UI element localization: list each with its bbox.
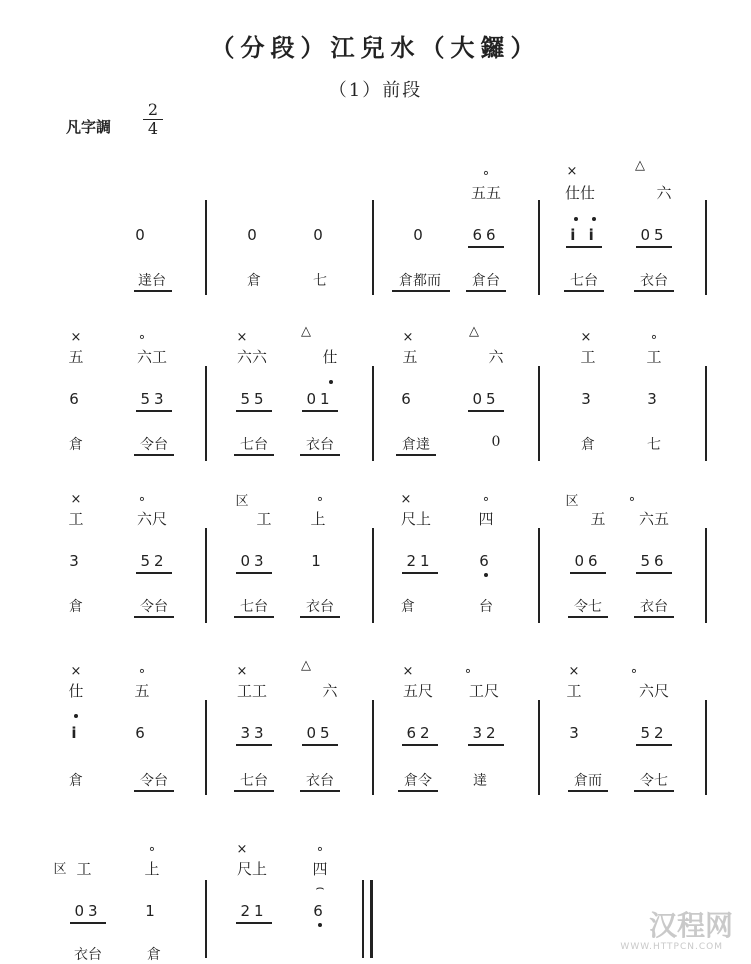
numbered-note: 06: [574, 552, 602, 570]
cross-mark: ×: [70, 330, 82, 345]
time-signature-bottom: 4: [147, 119, 159, 138]
beam-line: [134, 290, 172, 292]
percussion-syllable: 七台: [240, 773, 268, 789]
gongche-note: 六: [656, 184, 672, 202]
beam-line: [468, 410, 504, 412]
numbered-note: 53: [140, 390, 168, 408]
percussion-syllable: 七: [647, 437, 661, 453]
gongche-note: 六尺: [136, 510, 168, 528]
beam-line: [136, 572, 172, 574]
circle-mark: ∘: [463, 664, 473, 679]
gongche-note: 工: [76, 860, 92, 878]
gongche-note: 仕仕: [564, 184, 596, 202]
gongche-note: 六工: [136, 348, 168, 366]
beam-line: [234, 616, 274, 618]
gongche-note: 六: [322, 682, 338, 700]
gongche-note: 工工: [236, 682, 268, 700]
gongche-note: 上: [144, 860, 160, 878]
cross-mark: ×: [402, 330, 414, 345]
cross-mark: ×: [236, 664, 248, 679]
percussion-syllable: 七台: [240, 437, 268, 453]
numbered-note: 3: [581, 390, 595, 408]
barline: [205, 366, 207, 461]
beam-line: [468, 744, 504, 746]
barline: [372, 528, 374, 623]
circle-mark: ∘: [137, 664, 147, 679]
percussion-syllable: 倉: [147, 947, 161, 963]
barline: [372, 366, 374, 461]
gongche-note: 四: [312, 860, 328, 878]
percussion-syllable: 倉令: [404, 773, 432, 789]
triangle-mark: △: [301, 658, 311, 673]
beam-line: [568, 790, 608, 792]
octave-dot: [74, 714, 78, 718]
circle-mark: ∘: [629, 664, 639, 679]
percussion-syllable: 0: [491, 434, 501, 450]
beam-line: [468, 246, 504, 248]
numbered-note: 3: [569, 724, 583, 742]
barline: [538, 528, 540, 623]
beam-line: [300, 616, 340, 618]
beam-line: [70, 922, 106, 924]
numbered-note: 6: [69, 390, 83, 408]
percussion-syllable: 令七: [640, 773, 668, 789]
cross-mark: ×: [580, 330, 592, 345]
percussion-syllable: 達: [473, 773, 487, 789]
beam-line: [634, 790, 674, 792]
circle-mark: ∘: [315, 492, 325, 507]
beam-line: [566, 246, 602, 248]
cross-mark: ×: [70, 664, 82, 679]
percussion-syllable: 衣台: [306, 437, 334, 453]
circle-mark: ∘: [315, 842, 325, 857]
percussion-syllable: 倉: [69, 773, 83, 789]
barline: [538, 366, 540, 461]
numbered-note: 6: [313, 902, 327, 920]
watermark-logo: [649, 904, 733, 944]
numbered-note: 1: [145, 902, 159, 920]
numbered-note: i i: [570, 226, 598, 244]
gongche-note: 尺上: [400, 510, 432, 528]
barline: [205, 880, 207, 958]
gongche-note: 六五: [638, 510, 670, 528]
beam-line: [396, 454, 436, 456]
gongche-note: 仕: [322, 348, 338, 366]
gongche-note: 工: [566, 682, 582, 700]
triangle-mark: △: [469, 324, 479, 339]
numbered-note: 03: [74, 902, 102, 920]
time-signature: [143, 101, 163, 138]
numbered-note: 05: [306, 724, 334, 742]
beam-line: [636, 246, 672, 248]
gongche-note: 五尺: [402, 682, 434, 700]
percussion-syllable: 令台: [140, 437, 168, 453]
numbered-note: 0: [313, 226, 327, 244]
beam-line: [402, 572, 438, 574]
gongche-note: 仕: [68, 682, 84, 700]
numbered-note: 6: [479, 552, 493, 570]
circle-mark: ∘: [137, 330, 147, 345]
numbered-note: 05: [640, 226, 668, 244]
beam-line: [136, 410, 172, 412]
circle-mark: ∘: [627, 492, 637, 507]
numbered-note: 52: [640, 724, 668, 742]
gongche-note: 六六: [236, 348, 268, 366]
numbered-note: 6: [401, 390, 415, 408]
percussion-syllable: 七台: [240, 599, 268, 615]
watermark-url: WWW.HTTPCN.COM: [620, 942, 723, 952]
circle-mark: ∘: [649, 330, 659, 345]
square-mark: 区: [53, 862, 67, 877]
cross-mark: ×: [566, 164, 578, 179]
percussion-syllable: 倉: [69, 599, 83, 615]
numbered-note: 56: [640, 552, 668, 570]
beam-line: [300, 790, 340, 792]
circle-mark: ∘: [137, 492, 147, 507]
gongche-note: 五: [68, 348, 84, 366]
percussion-syllable: 令七: [574, 599, 602, 615]
percussion-syllable: 七台: [570, 273, 598, 289]
percussion-syllable: 衣台: [306, 773, 334, 789]
numbered-note: 01: [306, 390, 334, 408]
numbered-note: 21: [406, 552, 434, 570]
gongche-note: 六尺: [638, 682, 670, 700]
barline: [362, 880, 364, 958]
triangle-mark: △: [301, 324, 311, 339]
gongche-note: 工尺: [468, 682, 500, 700]
beam-line: [236, 410, 272, 412]
percussion-syllable: 令台: [140, 773, 168, 789]
beam-line: [564, 290, 604, 292]
numbered-note: 33: [240, 724, 268, 742]
square-mark: 区: [565, 494, 579, 509]
beam-line: [302, 410, 338, 412]
beam-line: [568, 616, 608, 618]
barline: [538, 200, 540, 295]
numbered-note: 6: [135, 724, 149, 742]
cross-mark: ×: [236, 842, 248, 857]
numbered-note: 52: [140, 552, 168, 570]
barline: [372, 200, 374, 295]
gongche-note: 工: [580, 348, 596, 366]
barline: [205, 700, 207, 795]
numbered-note: 3: [647, 390, 661, 408]
gongche-note: 五: [134, 682, 150, 700]
octave-dot-low: [318, 923, 322, 927]
barline: [538, 700, 540, 795]
percussion-syllable: 倉: [69, 437, 83, 453]
barline: [372, 700, 374, 795]
gongche-note: 五: [590, 510, 606, 528]
percussion-syllable: 倉台: [472, 273, 500, 289]
cross-mark: ×: [400, 492, 412, 507]
section-heading: （1）前段: [328, 80, 423, 101]
octave-dot: [574, 217, 578, 221]
beam-line: [398, 790, 438, 792]
percussion-syllable: 衣台: [640, 273, 668, 289]
percussion-syllable: 衣台: [306, 599, 334, 615]
numbered-note: 0: [247, 226, 261, 244]
beam-line: [302, 744, 338, 746]
key-signature: 凡字調: [66, 118, 112, 136]
beam-line: [570, 572, 606, 574]
barline: [205, 200, 207, 295]
beam-line: [236, 572, 272, 574]
beam-line: [636, 572, 672, 574]
gongche-note: 工: [646, 348, 662, 366]
gongche-note: 工: [68, 510, 84, 528]
percussion-syllable: 倉: [247, 273, 261, 289]
percussion-syllable: 倉: [581, 437, 595, 453]
octave-dot: [592, 217, 596, 221]
gongche-note: 上: [310, 510, 326, 528]
cross-mark: ×: [402, 664, 414, 679]
beam-line: [466, 290, 506, 292]
gongche-note: 尺上: [236, 860, 268, 878]
circle-mark: ∘: [481, 492, 491, 507]
percussion-syllable: 達台: [138, 273, 166, 289]
numbered-note: 21: [240, 902, 268, 920]
circle-mark: ∘: [147, 842, 157, 857]
numbered-note: 32: [472, 724, 500, 742]
percussion-syllable: 衣台: [640, 599, 668, 615]
percussion-syllable: 令台: [140, 599, 168, 615]
numbered-note: 55: [240, 390, 268, 408]
beam-line: [234, 454, 274, 456]
beam-line: [392, 290, 450, 292]
cross-mark: ×: [70, 492, 82, 507]
beam-line: [634, 290, 674, 292]
score-title: （分段）江兒水（大鑼）: [210, 33, 541, 62]
final-barline: [370, 880, 373, 958]
numbered-note: i: [71, 724, 81, 742]
barline: [205, 528, 207, 623]
numbered-note: 62: [406, 724, 434, 742]
numbered-note: 0: [413, 226, 427, 244]
square-mark: 区: [235, 494, 249, 509]
percussion-syllable: 衣台: [74, 947, 102, 963]
barline: [705, 528, 707, 623]
beam-line: [134, 454, 174, 456]
gongche-note: 五: [402, 348, 418, 366]
barline: [705, 200, 707, 295]
gongche-note: 四: [478, 510, 494, 528]
octave-dot: [329, 380, 333, 384]
percussion-syllable: 倉: [401, 599, 415, 615]
barline: [705, 700, 707, 795]
beam-line: [236, 744, 272, 746]
numbered-note: 1: [311, 552, 325, 570]
numbered-note: 3: [69, 552, 83, 570]
numbered-note: 05: [472, 390, 500, 408]
barline: [705, 366, 707, 461]
time-signature-top: 2: [147, 100, 159, 119]
gongche-note: 五五: [470, 184, 502, 202]
beam-line: [234, 790, 274, 792]
numbered-note: 0: [135, 226, 149, 244]
beam-line: [134, 790, 174, 792]
beam-line: [636, 744, 672, 746]
beam-line: [634, 616, 674, 618]
beam-line: [300, 454, 340, 456]
cross-mark: ×: [568, 664, 580, 679]
fermata-icon: ⌢: [315, 880, 325, 896]
percussion-syllable: 倉達: [402, 437, 430, 453]
triangle-mark: △: [635, 158, 645, 173]
percussion-syllable: 台: [479, 599, 493, 615]
gongche-note: 工: [256, 510, 272, 528]
watermark-brand: 汉程网: [648, 909, 733, 942]
percussion-syllable: 倉都而: [399, 273, 441, 289]
cross-mark: ×: [236, 330, 248, 345]
circle-mark: ∘: [481, 166, 491, 181]
gongche-note: 六: [488, 348, 504, 366]
beam-line: [134, 616, 174, 618]
percussion-syllable: 倉而: [574, 773, 602, 789]
beam-line: [236, 922, 272, 924]
beam-line: [402, 744, 438, 746]
numbered-note: 66: [472, 226, 500, 244]
octave-dot-low: [484, 573, 488, 577]
percussion-syllable: 七: [313, 273, 327, 289]
numbered-note: 03: [240, 552, 268, 570]
